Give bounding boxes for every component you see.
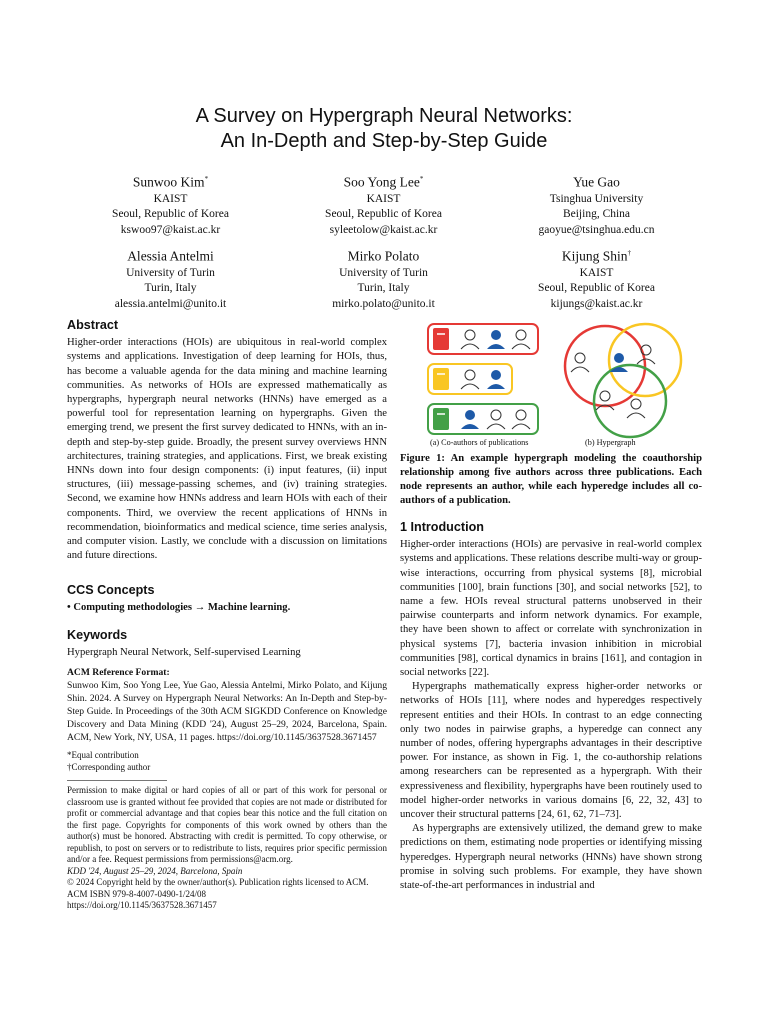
author-card: Soo Yong Lee* KAIST Seoul, Republic of Korea syleetolow@kaist.ac.kr — [277, 170, 490, 238]
author-email[interactable]: alessia.antelmi@unito.it — [114, 297, 227, 310]
intro-paragraph: Higher-order interactions (HOIs) are pervasive in real-world complex systems and applications. These relations describe multi-way or group-wise interactions, occurring from physical systems [8], microbial communities [100], brain functions [30], and social networks [52], to name a few. HOIs reveal structural patterns unobserved in their pairwise counterparts and inform network dynamics. For example, they have been shown to affect or correlate with synchronization in physical systems [7], bacteria invasion inhibition in microbial communities [98], cortical dynamics in brains [161], and contagion in social networks [22]. — [400, 539, 702, 679]
abstract-text: Higher-order interactions (HOIs) are ubiquitous in real-world complex systems and applications. Investigation of deep learning for HOIs, thus, has become a valuable agenda for the data mining and machine learning communities. As networks of HOIs are expressed mathematically as hypergraphs, hypergraph neural networks (HNNs) have emerged as a powerful tool for representation learning on hypergraphs. Given the emerging trend, we present the first survey dedicated to HNNs, with an in-depth and step-by-step guide. Broadly, the present survey overviews HNN architectures, training strategies, and applications. First, we break existing HNNs down into four design components: (i) input features, (ii) input structures, (iii) message-passing schemes, and (iv) training strategies. Second, we examine how HNNs address and learn HOIs with each of their components. Third, we overview the recent applications of HNNs in recommendation, bioinformatics and medical science, time series analysis, and computer vision. Lastly, we conclude with a discussion on limitations and future directions. — [67, 337, 387, 562]
hypergraph-icon — [565, 324, 681, 437]
author-email[interactable]: kijungs@kaist.ac.kr — [550, 297, 643, 310]
acm-ref-heading: ACM Reference Format: — [67, 667, 170, 679]
author-card: Sunwoo Kim* KAIST Seoul, Republic of Korea kswoo97@kaist.ac.kr — [64, 170, 277, 238]
conference-line: KDD '24, August 25–29, 2024, Barcelona, Spain — [67, 865, 243, 876]
permission-notice: Permission to make digital or hard copies of all or part of this work for personal or classroom use is granted without fee provided that copies are not made or distributed for profit or commercial advantage and that copies bear this notice and the full citation on the first page. Copyrights for components of this work owned by others than the author(s) must be honored. Abstracting with credit is permitted. To copy otherwise, or republish, to post on servers or to redistribute to lists, requires prior specific permission and/or a fee. Request permissions from permissions@acm.org. — [67, 785, 387, 865]
author-card: Alessia Antelmi University of Turin Turin, Italy alessia.antelmi@unito.it — [64, 244, 277, 312]
footnote-equal: *Equal contribution — [67, 750, 139, 761]
subfigure-b-label: (b) Hypergraph — [585, 438, 636, 447]
footnote-rule — [67, 780, 167, 781]
subfigure-a-label: (a) Co-authors of publications — [430, 438, 529, 447]
publication-row-green-icon — [428, 404, 538, 434]
author-card: Mirko Polato University of Turin Turin, Italy mirko.polato@unito.it — [277, 244, 490, 312]
copyright-line: © 2024 Copyright held by the owner/author(s). Publication rights licensed to ACM. — [67, 877, 369, 888]
hypergraph-figure — [400, 318, 702, 446]
isbn-line: ACM ISBN 979-8-4007-0490-1/24/08 — [67, 888, 206, 899]
introduction-heading: 1 Introduction — [400, 520, 484, 534]
footnote-corresponding: †Corresponding author — [67, 761, 151, 772]
abstract-heading: Abstract — [67, 318, 119, 332]
intro-paragraph: Hypergraphs mathematically express higher-order networks or networks of HOIs [11], where nodes and hyperedges respectively represent entities and their HOIs. In contrast to an edge connecting only two nodes in pairwise graphs, a hyperedge can connect any number of nodes, offering hypergraphs advantages in their descriptive power. For instance, as shown in Fig. 1, the co-authorship relations among researchers can be represented as a hypergraph. With their expressiveness and flexibility, hypergraphs have been routinely used to model higher-order networks in various domains [6, 22, 32, 43] to uncover their structural patterns [24, 61, 62, 71–73]. — [400, 681, 702, 821]
paper-title: A Survey on Hypergraph Neural Networks: An In-Depth and Step-by-Step Guide — [195, 105, 573, 152]
author-email[interactable]: mirko.polato@unito.it — [332, 297, 435, 310]
left-column — [67, 318, 387, 912]
ccs-heading: CCS Concepts — [67, 583, 155, 598]
acm-ref-text: Sunwoo Kim, Soo Yong Lee, Yue Gao, Alessia Antelmi, Mirko Polato, and Kijung Shin. 2024. A Survey on Hypergraph Neural Networks: An In-Depth and Step-by-Step Guide. In Proceedings of the 30th ACM SIGKDD Conference on Knowledge Discovery and Data Mining (KDD '24), August 25–29, 2024, Barcelona, Spain. ACM, New York, NY, USA, 11 pages. https://doi.org/10.1145/3637528.3671457 — [67, 680, 387, 744]
author-card: Kijung Shin† KAIST Seoul, Republic of Korea kijungs@kaist.ac.kr — [490, 244, 703, 312]
author-email[interactable]: syleetolow@kaist.ac.kr — [329, 223, 438, 236]
publication-row-red-icon — [428, 324, 538, 354]
right-column — [400, 318, 702, 893]
author-email[interactable]: kswoo97@kaist.ac.kr — [120, 223, 221, 236]
keywords-heading: Keywords — [67, 627, 128, 642]
keywords-text: Hypergraph Neural Network, Self-supervised Learning — [67, 646, 301, 658]
author-email[interactable]: gaoyue@tsinghua.edu.cn — [538, 223, 655, 236]
intro-paragraph: As hypergraphs are extensively utilized, the demand grew to make predictions on them, estimating node properties or identifying missing hyperedges. Hypergraph neural networks (HNNs) have shown strong promise in solving such problems. For example, they have shown state-of-the-art performances in industrial and — [400, 823, 702, 892]
author-card: Yue Gao Tsinghua University Beijing, China gaoyue@tsinghua.edu.cn — [490, 170, 703, 238]
ccs-text: • Computing methodologies → Machine learning. — [67, 602, 291, 614]
publication-row-yellow-icon — [428, 364, 512, 394]
doi-line[interactable]: https://doi.org/10.1145/3637528.3671457 — [67, 900, 217, 911]
figure-1 — [400, 318, 702, 448]
figure-caption: Figure 1: An example hypergraph modeling the coauthorship relationship among five authors across three publications. Each node represents an author, while each hyperedge includes all co-authors of a publication. — [400, 453, 702, 506]
